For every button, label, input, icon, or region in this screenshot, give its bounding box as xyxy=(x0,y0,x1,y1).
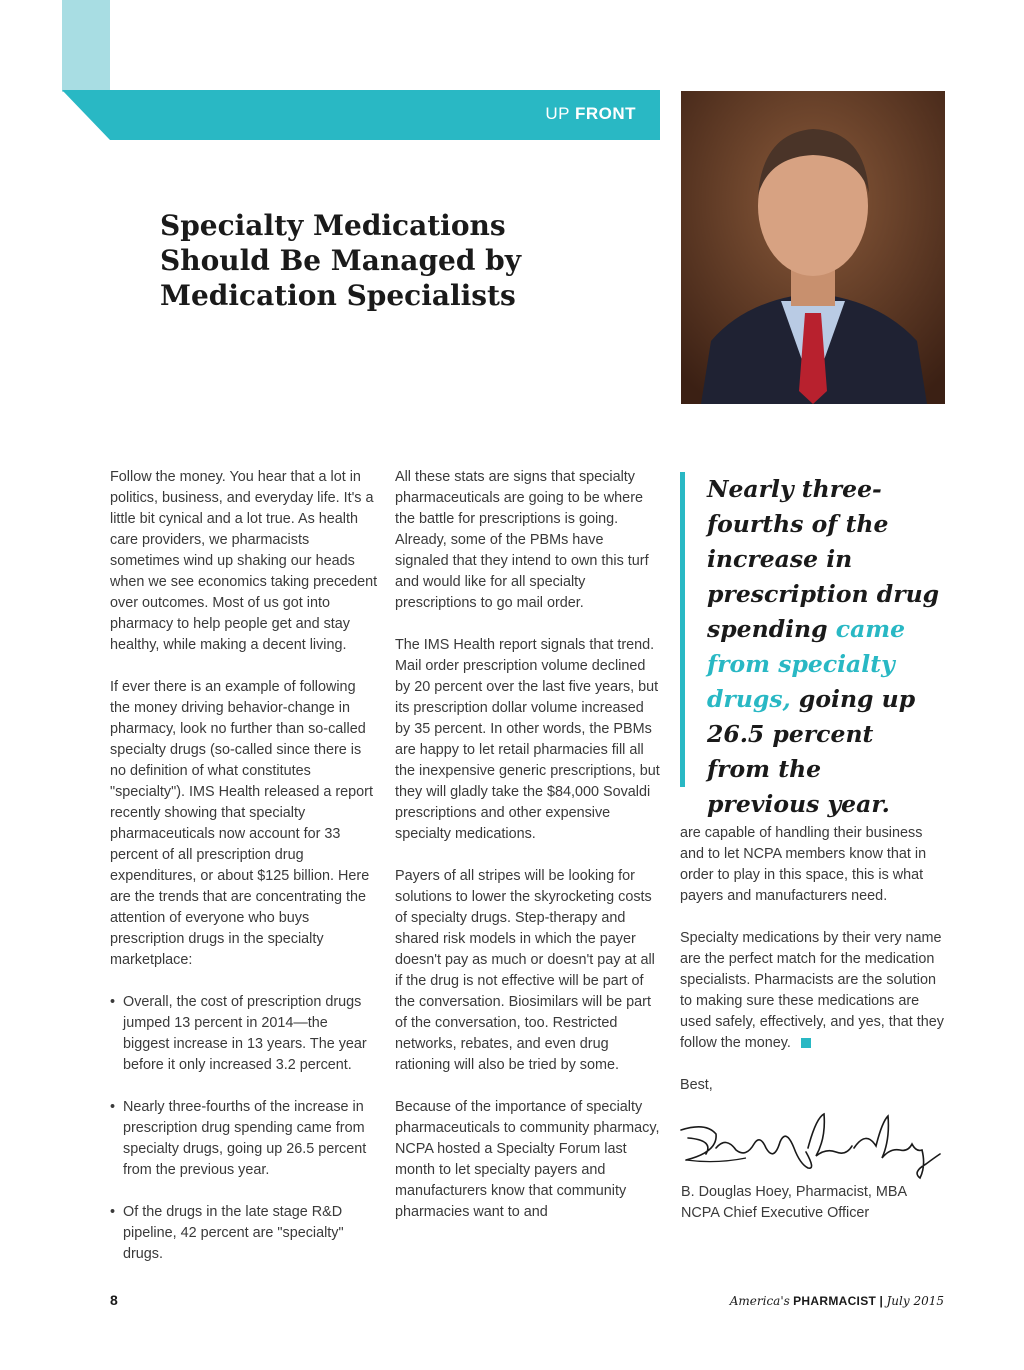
pull-quote-text: going up 26.5 percent from the previous year. xyxy=(707,685,916,818)
end-mark-icon xyxy=(801,1038,811,1048)
section-label xyxy=(545,104,636,124)
footer-separator: | xyxy=(879,1294,884,1308)
bullet-dot-icon: • xyxy=(110,994,116,1010)
pull-quote xyxy=(680,472,940,818)
title-line: Specialty Medications xyxy=(160,209,506,242)
column-1 xyxy=(110,467,378,1286)
magazine-name: PHARMACIST xyxy=(793,1294,877,1308)
paragraph: are capable of handling their business and to let NCPA members know that in order to play in this space, this is what payers and manufacturers need. xyxy=(680,825,927,904)
page-number: 8 xyxy=(110,1292,118,1308)
author-photo xyxy=(681,91,945,404)
article-title xyxy=(160,208,580,313)
section-label-bold: FRONT xyxy=(574,104,636,123)
paragraph-text: Specialty medications by their very name are the perfect match for the medication specialists. Pharmacists are the solution to making sure these medications are used safely, effectively, and yes, that they follow the money. xyxy=(680,930,944,1051)
section-label-light: UP xyxy=(545,104,570,123)
bullet-dot-icon: • xyxy=(110,1099,116,1115)
section-banner xyxy=(62,90,660,140)
paragraph xyxy=(680,928,948,1054)
title-line: Should Be Managed by xyxy=(160,244,522,277)
bullet-item xyxy=(110,1202,378,1265)
paragraph: All these stats are signs that specialty pharmaceuticals are going to be where the battle for prescriptions is going. Already, some of the PBMs have signaled that they intend to own this turf and would like for all specialty prescriptions to go mail order. xyxy=(395,469,649,611)
author-name: B. Douglas Hoey, Pharmacist, MBA xyxy=(681,1184,908,1200)
bullet-text: Overall, the cost of prescription drugs jumped 13 percent in 2014—the biggest increase in 13 years. The year before it only increased 3.2 percent. xyxy=(123,994,367,1073)
title-line: Medication Specialists xyxy=(160,279,516,312)
paragraph: The IMS Health report signals that trend. Mail order prescription volume declined by 20 percent over the last five years, but its prescription dollar volume increased by 35 percent. In other words, the PBMs are happy to let retail pharmacies fill all the inexpensive generic prescriptions, but they will gladly take the $84,000 Sovaldi prescriptions and other expensive specialty medications. xyxy=(395,637,660,842)
pull-quote-highlight: came from specialty drugs, xyxy=(707,615,906,713)
paragraph: If ever there is an example of following the money driving behavior-change in pharmacy, look no further than so-called specialty drugs (so-called since there is no definition of what constitutes "specialty"). IMS Health released a report recently showing that specialty pharmaceuticals now account for 33 percent of all prescription drug expenditures, or about $125 billion. Here are the trends that are concentrating the attention of everyone who buys prescription drugs in the specialty marketplace: xyxy=(110,679,373,968)
signature-image xyxy=(676,1108,946,1180)
bullet-item xyxy=(110,1097,378,1181)
column-3 xyxy=(680,823,948,1117)
bullet-item xyxy=(110,992,378,1076)
column-2 xyxy=(395,467,661,1244)
paragraph: Follow the money. You hear that a lot in politics, business, and everyday life. It's a little bit cynical and a lot true. As health care providers, we pharmacists sometimes wind up shaking our heads when we see economics taking precedent over outcomes. Most of us got into pharmacy to help people get and stay healthy, while making a decent living. xyxy=(110,469,378,653)
paragraph: Payers of all stripes will be looking for solutions to lower the skyrocketing costs of specialty drugs. Step-therapy and shared risk models in which the payer doesn't pay as much or doesn't pay at all if the drug is not effective will be part of the conversation. Biosimilars will be part of the conversation, too. Restricted networks, rebates, and even drug rationing will also be tried by some. xyxy=(395,868,655,1073)
bullet-text: Of the drugs in the late stage R&D pipeline, 42 percent are "specialty" drugs. xyxy=(123,1204,344,1262)
paragraph: Because of the importance of specialty pharmaceuticals to community pharmacy, NCPA hosted a Specialty Forum last month to let specialty payers and manufacturers know that community pharmacies want to and xyxy=(395,1099,660,1220)
decorative-tab xyxy=(62,0,110,92)
author-title: NCPA Chief Executive Officer xyxy=(681,1205,870,1221)
magazine-prefix: America's xyxy=(729,1294,790,1308)
footer-publication xyxy=(730,1294,944,1308)
issue-date: July 2015 xyxy=(886,1294,944,1308)
pull-quote-text: Nearly three-fourths of the increase in prescription drug spending xyxy=(707,475,940,643)
bullet-dot-icon: • xyxy=(110,1204,116,1220)
author-block xyxy=(681,1182,907,1224)
closing: Best, xyxy=(680,1077,713,1093)
bullet-text: Nearly three-fourths of the increase in prescription drug spending came from specialty drugs, going up 26.5 percent from the previous year. xyxy=(123,1099,367,1178)
